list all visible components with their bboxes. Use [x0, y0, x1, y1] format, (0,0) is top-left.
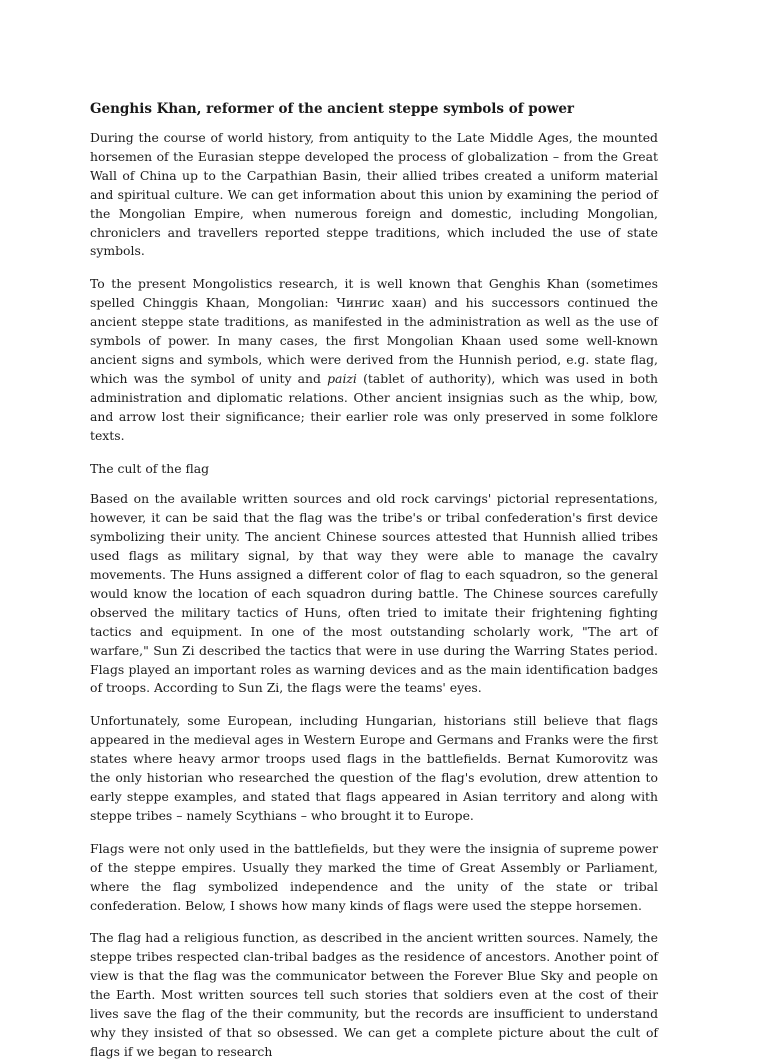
- section-heading-cult-of-flag: The cult of the flag: [90, 460, 210, 476]
- paragraph-religious-function: The flag had a religious function, as described in the ancient written sources. Namely, the steppe tribes respected clan-tribal badges as the residence of ancestors. Another point of view is that the flag was the communicator between the Forever Blue Sky and people on the Earth. Most written sources tell such stories that soldiers even at the cost of their lives save the flag of the their community, but the records are insufficient to understand why they insisted of that so obsessed. We can get a complete picture about the cult of flags if we began to research: [90, 930, 658, 1059]
- paragraph-intro: During the course of world history, from antiquity to the Late Middle Ages, the mounted horsemen of the Eurasian steppe developed the process of globalization – from the Great Wall of China up to the Carpathian Basin, their allied tribes created a uniform material and spiritual culture. We can get information about this union by examining the period of the Mongolian Empire, when numerous foreign and domestic, including Mongolian, chroniclers and travellers reported steppe traditions, which included the use of state symbols.: [90, 130, 658, 259]
- document-title: Genghis Khan, reformer of the ancient steppe symbols of power: [90, 101, 575, 117]
- paragraph-written-sources: Based on the available written sources and old rock carvings' pictorial representations, however, it can be said that the flag was the tribe's or tribal confederation's first device symbolizing their unity. The ancient Chinese sources attested that Hunnish allied tribes used flags as military signal, by that way they were able to manage the cavalry movements. The Huns assigned a different color of flag to each squadron, so the general would know the location of each squadron during battle. The Chinese sources carefully observed the military tactics of Huns, often tried to imitate their frightening fighting tactics and equipment. In one of the most outstanding scholarly work, "The art of warfare," Sun Zi described the tactics that were in use during the Warring States period. Flags played an important roles as warning devices and as the main identification badges of troops. According to Sun Zi, the flags were the teams' eyes.: [90, 491, 658, 696]
- paragraph-mongolistics-text-1: To the present Mongolistics research, it is well known that Genghis Khan (sometimes spelled Chinggis Khaan, Mongolian: Чингис хаан) and his successors continued the ancient steppe state traditions, as manifested in the administration as well as the use of symbols of power. In many cases, the first Mongolian Khaan used some well-known ancient signs and symbols, which were derived from the Hunnish period, e.g. state flag, which was the symbol of unity and: [90, 276, 658, 386]
- paragraph-mongolistics-text-2: (tablet of authority), which was used in both administration and diplomatic relations. Other ancient insignias such as the whip, bow, and arrow lost their significance; their earlier role was only preserved in some folklore texts.: [90, 370, 658, 443]
- paragraph-mongolistics: [90, 275, 658, 445]
- paragraph-european-historians: Unfortunately, some European, including Hungarian, historians still believe that flags appeared in the medieval ages in Western Europe and Germans and Franks were the first states where heavy armor troops used flags in the battlefields. Bernat Kumorovitz was the only historian who researched the question of the flag's evolution, drew attention to early steppe examples, and stated that flags appeared in Asian territory and along with steppe tribes – namely Scythians – who brought it to Europe.: [90, 713, 658, 823]
- paragraph-insignia-of-power: Flags were not only used in the battlefields, but they were the insignia of supreme power of the steppe empires. Usually they marked the time of Great Assembly or Parliament, where the flag symbolized independence and the unity of the state or tribal confederation. Below, I shows how many kinds of flags were used the steppe horsemen.: [90, 840, 658, 913]
- paizi-term: paizi: [327, 370, 357, 386]
